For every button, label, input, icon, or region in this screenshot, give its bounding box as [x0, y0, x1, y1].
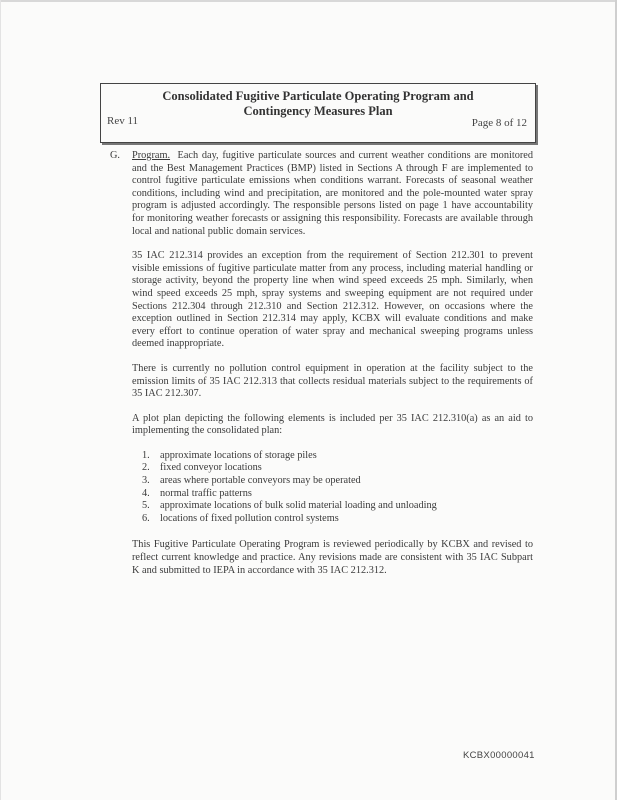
section-g-text: Each day, fugitive particulate sources and current weather conditions are monitored and the Best Management Practices (BMP) listed in Sections A through F are implemented to control fugitive particulate emissions when conditions warrant. Forecasts of seasonal weather conditions, including wind and precipitation, are monitored and the pole-mounted water spray program is adjusted accordingly. The responsible persons listed on page 1 have accountability for monitoring weather forecasts or assigning this responsibility. Forecasts are available through local and national public domain services.: [132, 150, 534, 237]
revision-label: Rev 11: [107, 115, 139, 127]
title-line-2: Contingency Measures Plan: [243, 104, 393, 118]
document-title: [101, 89, 535, 119]
list-item-text: locations of fixed pollution control systems: [160, 512, 339, 524]
list-item-number: 6.: [142, 512, 150, 524]
page-number: Page 8 of 12: [471, 117, 527, 129]
plot-plan-list: [105, 450, 533, 526]
document-body: [105, 150, 533, 589]
section-g-paragraph: [105, 150, 533, 238]
list-item-text: fixed conveyor locations: [160, 462, 262, 474]
list-item-number: 5.: [142, 500, 150, 512]
list-item-number: 3.: [142, 475, 150, 487]
list-item: [142, 462, 533, 475]
page-top-edge: [0, 0, 617, 2]
list-item: [142, 488, 533, 501]
list-item: [142, 500, 533, 513]
title-line-1: Consolidated Fugitive Particulate Operating Program and: [162, 89, 474, 103]
page-left-edge: [0, 0, 1, 800]
list-item: [142, 513, 533, 526]
exemption-paragraph: 35 IAC 212.314 provides an exception from the requirement of Section 212.301 to prevent visible emissions of fugitive particulate matter from any process, including material handling or storage activity, beyond the property line when wind speed exceeds 25 mph. Similarly, when wind speed exceeds 25 mph, spray systems and sweeping equipment are not required under Sections 212.304 through 212.310 and Section 212.312. However, on occasions where the exception outlined in Section 212.314 may apply, KCBX will evaluate conditions and make every effort to continue operation of water spray and mechanical sweeping programs unless deemed inappropriate.: [132, 250, 533, 350]
closing-paragraph: This Fugitive Particulate Operating Program is reviewed periodically by KCBX and revised to reflect current knowledge and practice. Any revisions made are consistent with 35 IAC Subpart K and submitted to IEPA in accordance with 35 IAC 212.312.: [132, 539, 533, 576]
list-item-number: 2.: [142, 462, 150, 474]
list-item-text: approximate locations of bulk solid material loading and unloading: [160, 500, 437, 512]
plot-plan-intro: A plot plan depicting the following elements is included per 35 IAC 212.310(a) as an aid to implementing the consolidated plan:: [132, 412, 533, 437]
no-equipment-paragraph: There is currently no pollution control equipment in operation at the facility subject to the emission limits of 35 IAC 212.313 that collects residual materials subject to the requirements of 35 IAC 212.307.: [132, 362, 533, 400]
list-item-text: areas where portable conveyors may be operated: [160, 475, 361, 487]
bates-number: KCBX00000041: [463, 750, 535, 761]
list-item-text: approximate locations of storage piles: [160, 449, 317, 461]
list-item: [142, 450, 533, 463]
section-subject: Program.: [132, 150, 171, 161]
list-item-number: 1.: [142, 449, 150, 461]
document-header: [100, 83, 536, 143]
list-item-number: 4.: [142, 487, 150, 499]
list-item-text: normal traffic patterns: [160, 487, 252, 499]
section-letter: G.: [110, 150, 121, 161]
list-item: [142, 475, 533, 488]
